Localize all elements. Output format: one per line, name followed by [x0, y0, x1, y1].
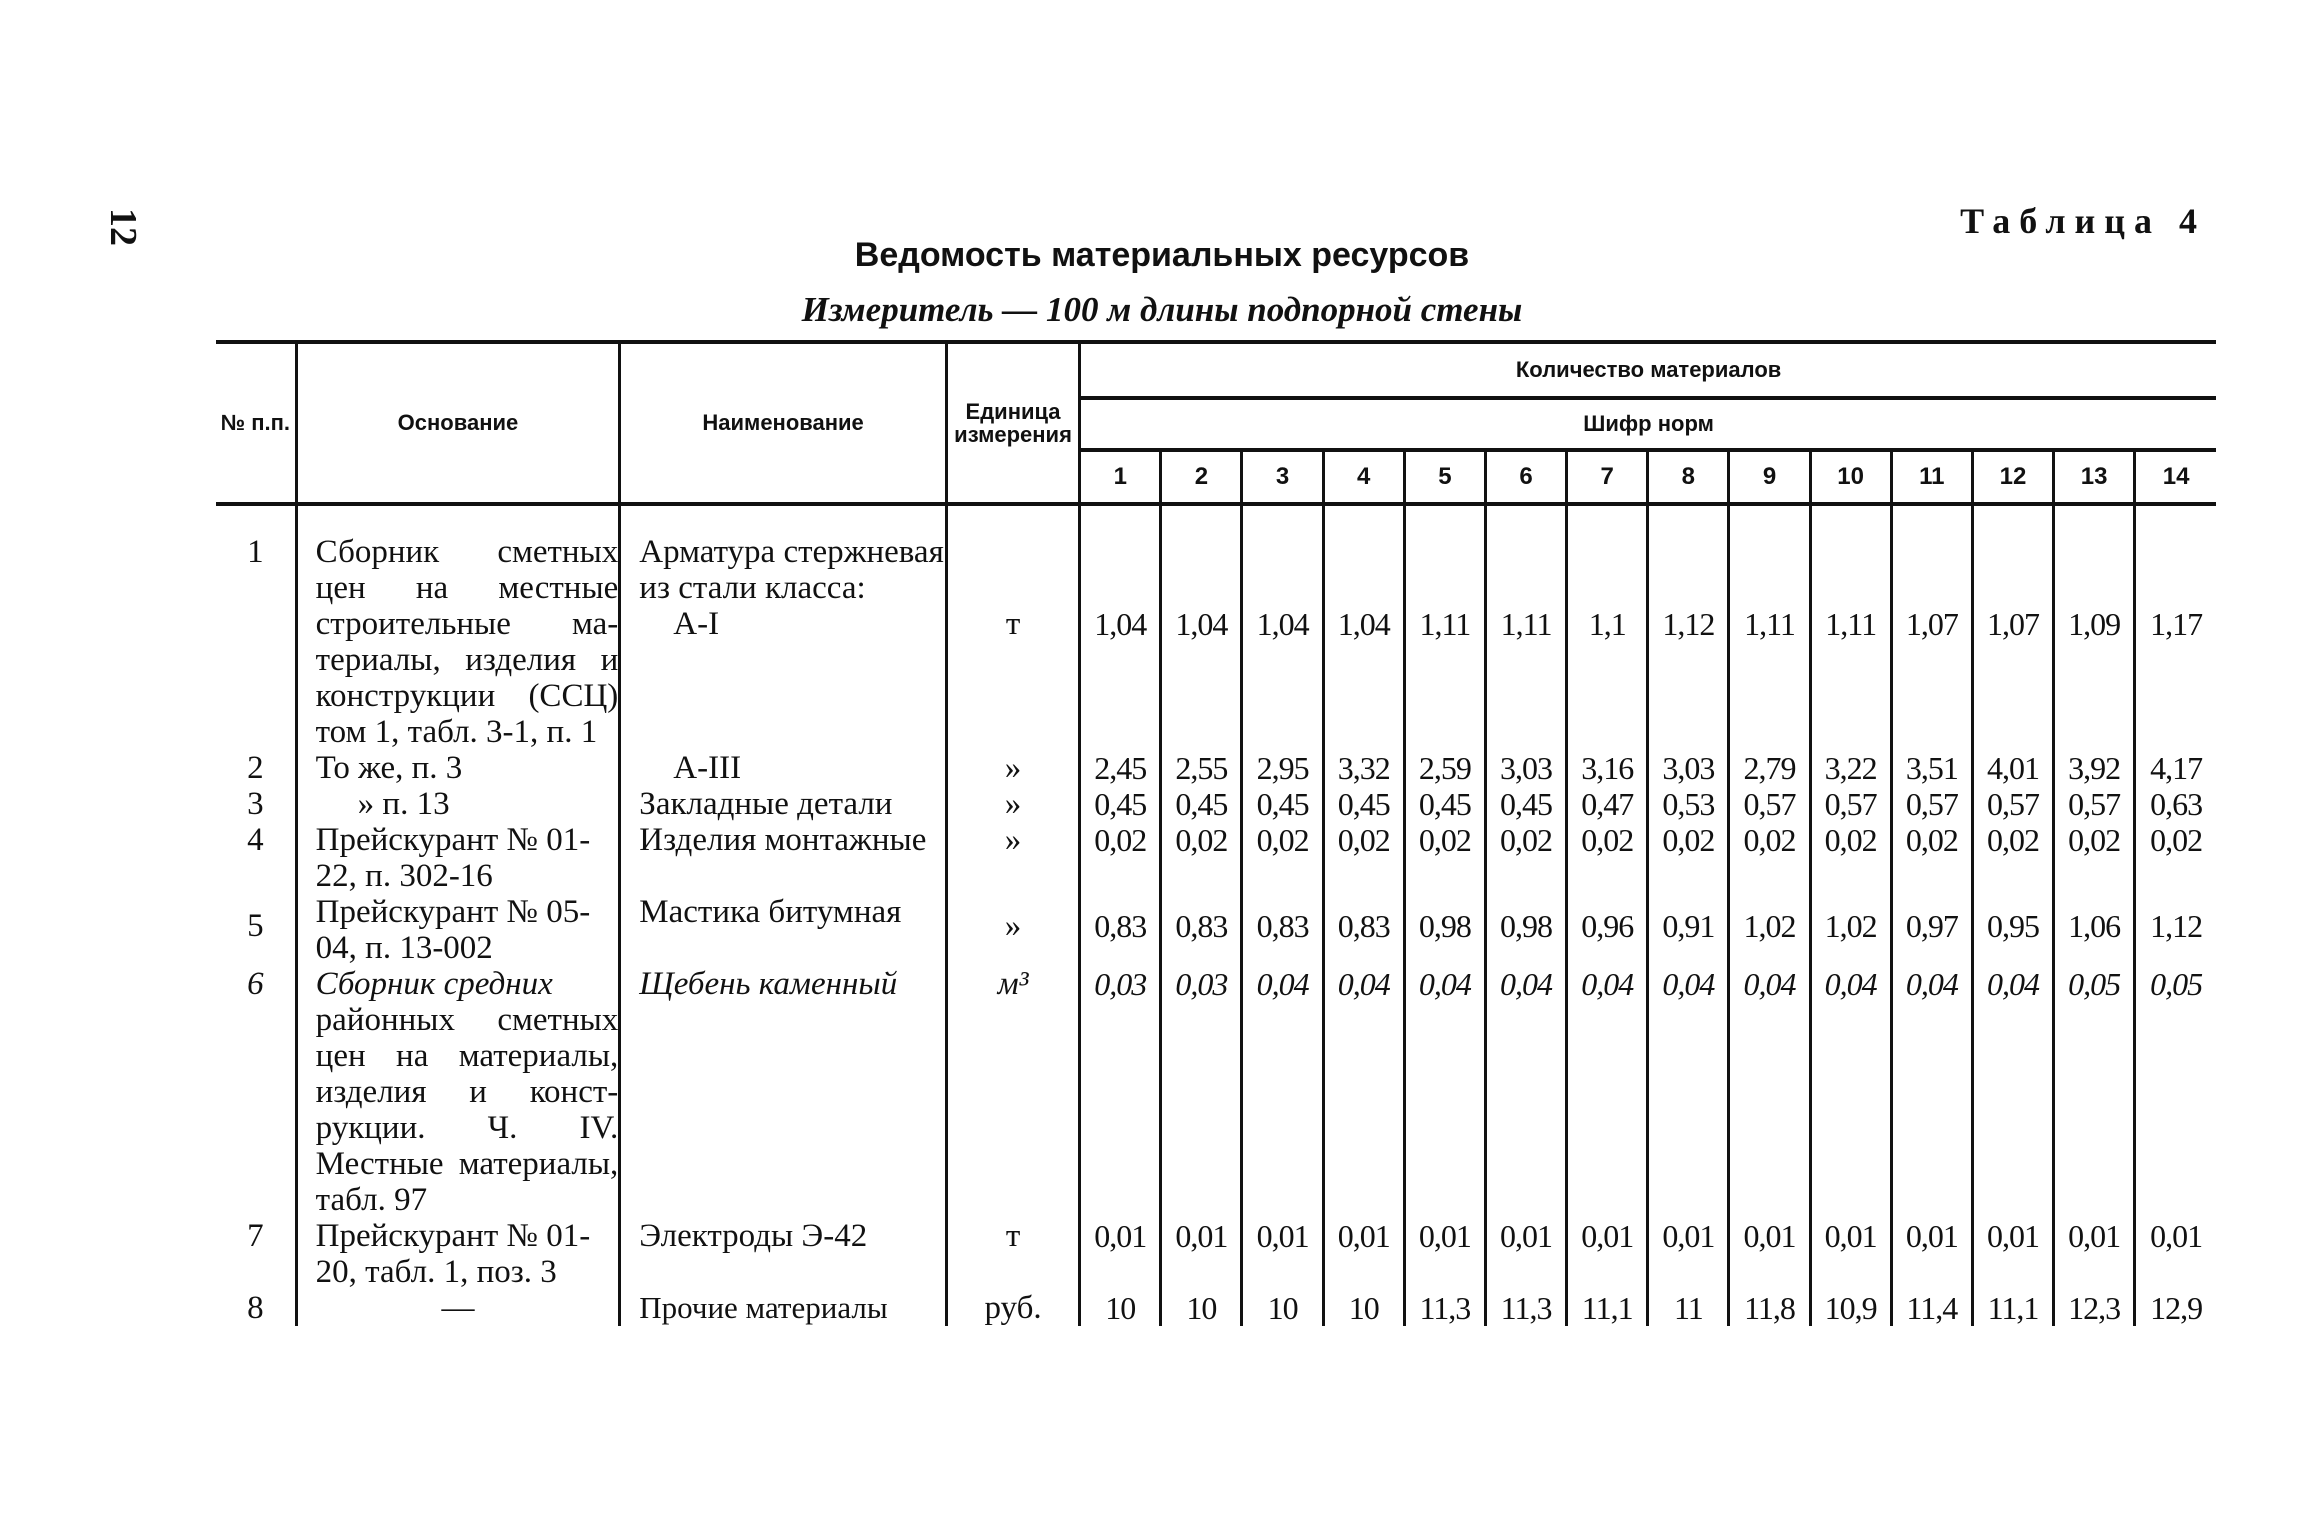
table-label: Таблица 4 — [1960, 201, 2206, 241]
cell-value: 0,01 — [1242, 1218, 1323, 1290]
table-row — [216, 504, 2216, 606]
cell-value: 2,59 — [1404, 750, 1485, 786]
cell-value: 1,04 — [1323, 606, 1404, 750]
cell-value: 0,01 — [1891, 1218, 1972, 1290]
header-code-col: 2 — [1161, 450, 1242, 504]
table-row — [216, 966, 2216, 1218]
row-number: 4 — [247, 822, 264, 858]
cell-value: 1,04 — [1080, 606, 1161, 750]
row-name: Арматура стержневая из стали класса: — [620, 504, 947, 606]
row-name: Прочие материалы — [620, 1290, 947, 1326]
header-code-col: 13 — [2054, 450, 2135, 504]
cell-value: 1,07 — [1972, 606, 2053, 750]
row-basis: Прейскурант № 01-22, п. 302-16 — [296, 822, 620, 894]
cell-value: 0,02 — [1972, 822, 2053, 894]
page-number: 12 — [102, 208, 144, 246]
document-subtitle: Измеритель — 100 м длины подпорной стены — [801, 290, 1523, 329]
cell-value: 0,45 — [1161, 786, 1242, 822]
cell-value: 1,11 — [1810, 606, 1891, 750]
header-code-col: 10 — [1810, 450, 1891, 504]
cell-value: 3,51 — [1891, 750, 1972, 786]
cell-value: 0,02 — [2135, 822, 2216, 894]
cell-value: 1,11 — [1729, 606, 1810, 750]
cell-value: 0,04 — [1810, 966, 1891, 1218]
cell-value: 0,57 — [1972, 786, 2053, 822]
header-no: № п.п. — [216, 342, 296, 504]
cell-value: 0,02 — [1485, 822, 1566, 894]
cell-value: 3,03 — [1648, 750, 1729, 786]
cell-value: 0,96 — [1567, 894, 1648, 966]
cell-value: 3,22 — [1810, 750, 1891, 786]
row-unit: » — [946, 822, 1079, 894]
cell-value: 0,02 — [1648, 822, 1729, 894]
table-row — [216, 750, 2216, 786]
table-row — [216, 1218, 2216, 1290]
document-title: Ведомость материальных ресурсов — [854, 236, 1470, 274]
header-code-col: 3 — [1242, 450, 1323, 504]
cell-value: 0,01 — [1972, 1218, 2053, 1290]
cell-value: 3,32 — [1323, 750, 1404, 786]
header-unit: Единица измерения — [946, 342, 1079, 504]
cell-value: 0,03 — [1080, 966, 1161, 1218]
cell-value: 0,01 — [1648, 1218, 1729, 1290]
cell-value: 0,04 — [1242, 966, 1323, 1218]
header-code-col: 5 — [1404, 450, 1485, 504]
cell-value: 0,05 — [2054, 966, 2135, 1218]
row-basis: То же, п. 3 — [296, 750, 620, 786]
row-number: 1 — [247, 534, 264, 570]
cell-value: 0,04 — [1972, 966, 2053, 1218]
cell-value: 0,01 — [1567, 1218, 1648, 1290]
row-number: 7 — [247, 1218, 264, 1254]
row-unit: т — [946, 1218, 1079, 1290]
cell-value: 2,45 — [1080, 750, 1161, 786]
header-code-col: 1 — [1080, 450, 1161, 504]
cell-value: 0,01 — [1729, 1218, 1810, 1290]
row-unit: м³ — [946, 966, 1079, 1218]
cell-value: 1,04 — [1161, 606, 1242, 750]
table-row — [216, 894, 2216, 966]
row-unit: » — [946, 894, 1079, 966]
cell-value: 10 — [1080, 1290, 1161, 1326]
cell-value: 0,04 — [1729, 966, 1810, 1218]
row-unit: т — [946, 606, 1079, 750]
header-code: Шифр норм — [1080, 398, 2216, 450]
cell-value: 10 — [1242, 1290, 1323, 1326]
cell-value: 0,05 — [2135, 966, 2216, 1218]
cell-value: 0,53 — [1648, 786, 1729, 822]
row-name-sub: А-I — [673, 606, 720, 642]
header-code-col: 6 — [1485, 450, 1566, 504]
cell-value: 12,3 — [2054, 1290, 2135, 1326]
table-row — [216, 822, 2216, 894]
cell-value: 0,01 — [1485, 1218, 1566, 1290]
cell-value: 2,79 — [1729, 750, 1810, 786]
cell-value: 1,07 — [1891, 606, 1972, 750]
cell-value: 0,57 — [1729, 786, 1810, 822]
cell-value: 0,02 — [1242, 822, 1323, 894]
cell-value: 0,01 — [2135, 1218, 2216, 1290]
row-name: Щебень каменный — [620, 966, 947, 1218]
cell-value: 1,17 — [2135, 606, 2216, 750]
cell-value: 0,02 — [1323, 822, 1404, 894]
cell-value: 12,9 — [2135, 1290, 2216, 1326]
cell-value: 0,47 — [1567, 786, 1648, 822]
header-code-col: 12 — [1972, 450, 2053, 504]
cell-value: 0,83 — [1080, 894, 1161, 966]
cell-value: 0,45 — [1404, 786, 1485, 822]
cell-value: 0,04 — [1567, 966, 1648, 1218]
row-name: Закладные детали — [620, 786, 947, 822]
cell-value: 0,01 — [1080, 1218, 1161, 1290]
cell-value: 11,1 — [1567, 1290, 1648, 1326]
row-unit: » — [946, 750, 1079, 786]
cell-value: 11,8 — [1729, 1290, 1810, 1326]
table-row — [216, 1290, 2216, 1326]
header-code-col: 8 — [1648, 450, 1729, 504]
cell-value: 1,11 — [1485, 606, 1566, 750]
cell-value: 1,09 — [2054, 606, 2135, 750]
header-code-col: 4 — [1323, 450, 1404, 504]
cell-value: 0,02 — [1080, 822, 1161, 894]
cell-value: 0,97 — [1891, 894, 1972, 966]
cell-value: 11,3 — [1404, 1290, 1485, 1326]
header-basis: Основание — [296, 342, 620, 504]
cell-value: 1,12 — [2135, 894, 2216, 966]
row-name: Мастика битумная — [620, 894, 947, 966]
cell-value: 0,04 — [1404, 966, 1485, 1218]
cell-value: 1,11 — [1404, 606, 1485, 750]
cell-value: 0,02 — [1161, 822, 1242, 894]
row-number: 5 — [247, 908, 264, 944]
row-name: Электроды Э-42 — [620, 1218, 947, 1290]
cell-value: 10 — [1161, 1290, 1242, 1326]
cell-value: 4,01 — [1972, 750, 2053, 786]
cell-value: 0,03 — [1161, 966, 1242, 1218]
cell-value: 0,04 — [1323, 966, 1404, 1218]
row-unit: руб. — [946, 1290, 1079, 1326]
cell-value: 0,45 — [1080, 786, 1161, 822]
cell-value: 3,16 — [1567, 750, 1648, 786]
row-basis: Сборник сметных цен на местные строительные материалы, изделия и конструкции (ССЦ) том 1, табл. 3-1, п. 1 — [296, 504, 620, 750]
cell-value: 1,02 — [1729, 894, 1810, 966]
cell-value: 0,83 — [1161, 894, 1242, 966]
header-quantity: Количество материалов — [1080, 342, 2216, 398]
table-row — [216, 786, 2216, 822]
materials-table — [216, 340, 2216, 1326]
header-code-col: 7 — [1567, 450, 1648, 504]
cell-value: 0,45 — [1242, 786, 1323, 822]
cell-value: 11,3 — [1485, 1290, 1566, 1326]
cell-value: 0,98 — [1485, 894, 1566, 966]
row-basis: — — [296, 1290, 620, 1326]
cell-value: 0,45 — [1323, 786, 1404, 822]
cell-value: 0,02 — [2054, 822, 2135, 894]
cell-value: 0,04 — [1891, 966, 1972, 1218]
cell-value: 0,91 — [1648, 894, 1729, 966]
cell-value: 1,1 — [1567, 606, 1648, 750]
cell-value: 10,9 — [1810, 1290, 1891, 1326]
cell-value: 0,57 — [1810, 786, 1891, 822]
row-basis: Прейскурант № 05-04, п. 13-002 — [296, 894, 620, 966]
cell-value: 1,02 — [1810, 894, 1891, 966]
row-basis: » п. 13 — [296, 786, 620, 822]
row-basis: районных сметных цен на материалы, изделия и конструкции. Ч. IV. Местные материалы, табл. 97 — [315, 1002, 619, 1218]
cell-value: 1,12 — [1648, 606, 1729, 750]
cell-value: 0,04 — [1648, 966, 1729, 1218]
cell-value: 10 — [1323, 1290, 1404, 1326]
cell-value: 0,04 — [1485, 966, 1566, 1218]
row-number: 8 — [247, 1290, 264, 1326]
cell-value: 0,01 — [1810, 1218, 1891, 1290]
row-name: А-III — [673, 750, 742, 786]
cell-value: 0,57 — [1891, 786, 1972, 822]
cell-value: 11 — [1648, 1290, 1729, 1326]
cell-value: 0,95 — [1972, 894, 2053, 966]
header-code-col: 9 — [1729, 450, 1810, 504]
cell-value: 0,02 — [1810, 822, 1891, 894]
cell-value: 0,98 — [1404, 894, 1485, 966]
row-basis-italic: Сборник средних — [315, 966, 553, 1002]
cell-value: 1,04 — [1242, 606, 1323, 750]
row-number: 2 — [247, 750, 264, 786]
row-number: 3 — [247, 786, 264, 822]
cell-value: 3,92 — [2054, 750, 2135, 786]
cell-value: 0,02 — [1891, 822, 1972, 894]
cell-value: 0,01 — [2054, 1218, 2135, 1290]
cell-value: 0,02 — [1404, 822, 1485, 894]
cell-value: 0,01 — [1404, 1218, 1485, 1290]
cell-value: 3,03 — [1485, 750, 1566, 786]
cell-value: 11,4 — [1891, 1290, 1972, 1326]
cell-value: 0,57 — [2054, 786, 2135, 822]
header-code-col: 11 — [1891, 450, 1972, 504]
row-unit: » — [946, 786, 1079, 822]
row-number: 6 — [247, 966, 264, 1002]
header-name: Наименование — [620, 342, 947, 504]
header-code-col: 14 — [2135, 450, 2216, 504]
cell-value: 0,63 — [2135, 786, 2216, 822]
cell-value: 0,83 — [1242, 894, 1323, 966]
row-name: Изделия монтажные — [620, 822, 947, 894]
cell-value: 0,01 — [1161, 1218, 1242, 1290]
row-basis: Прейскурант № 01-20, табл. 1, поз. 3 — [296, 1218, 620, 1290]
cell-value: 0,83 — [1323, 894, 1404, 966]
cell-value: 2,55 — [1161, 750, 1242, 786]
cell-value: 0,45 — [1485, 786, 1566, 822]
cell-value: 11,1 — [1972, 1290, 2053, 1326]
cell-value: 4,17 — [2135, 750, 2216, 786]
cell-value: 0,01 — [1323, 1218, 1404, 1290]
cell-value: 0,02 — [1567, 822, 1648, 894]
cell-value: 0,02 — [1729, 822, 1810, 894]
cell-value: 2,95 — [1242, 750, 1323, 786]
cell-value: 1,06 — [2054, 894, 2135, 966]
